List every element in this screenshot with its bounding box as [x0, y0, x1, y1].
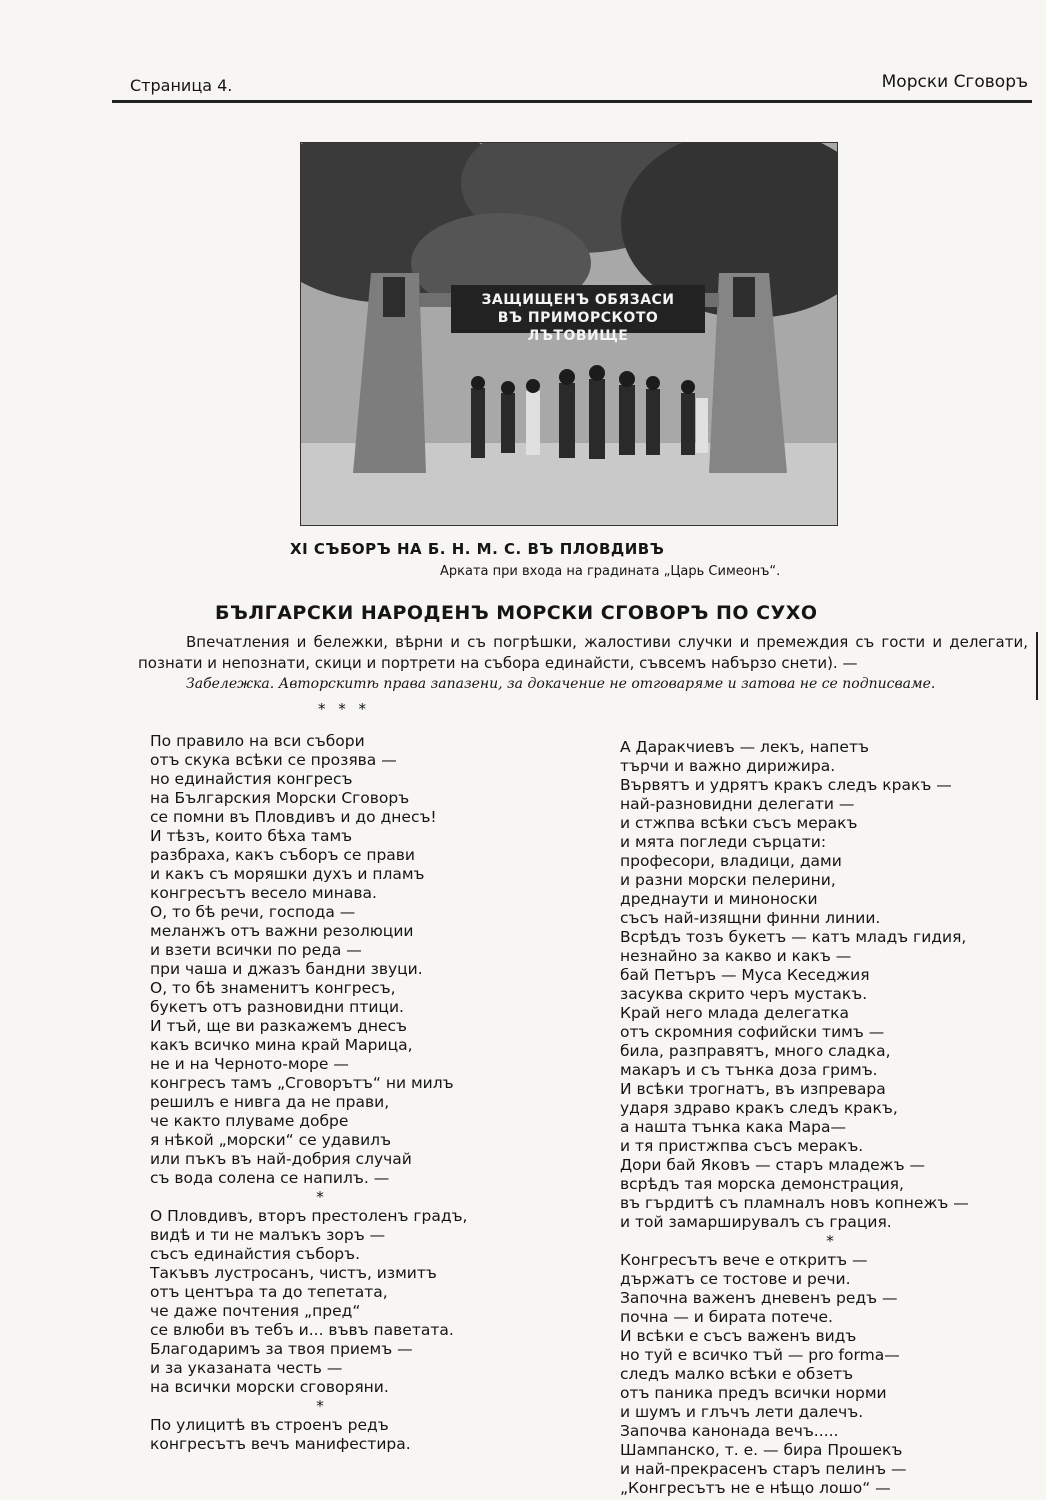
poem-line: следъ малко всѣки е обзетъ [620, 1365, 854, 1383]
poem-line: съсъ най-изящни финни линии. [620, 909, 881, 927]
poem-line: се влюби въ тебъ и... въвъ паветата. [150, 1321, 454, 1339]
poem-line: конгресътъ вечъ манифестира. [150, 1435, 411, 1453]
poem-line: По правило на вси събори [150, 732, 365, 750]
poem-line: държатъ се тостове и речи. [620, 1270, 851, 1288]
poem-line: дреднаути и миноноски [620, 890, 818, 908]
poem-line: всрѣдъ тая морска демонстрация, [620, 1175, 904, 1193]
poem-right-column [620, 738, 1040, 1498]
poem-line: я нѣкой „морски“ се удавилъ [150, 1131, 392, 1149]
poem-line: букетъ отъ разновидни птици. [150, 998, 404, 1016]
stanza-separator: * [316, 1397, 324, 1415]
poem-line: Вървятъ и удрятъ кракъ следъ кракъ — [620, 776, 952, 794]
poem-line: засуква скрито черъ мустакъ. [620, 985, 868, 1003]
poem-line: Започна важенъ дневенъ редъ — [620, 1289, 898, 1307]
poem-line: И тъй, ще ви разкажемъ днесъ [150, 1017, 407, 1035]
poem-line: на Българския Морски Сговоръ [150, 789, 410, 807]
poem-line: въ гърдитѣ съ пламналъ новъ копнежъ — [620, 1194, 969, 1212]
banner-line: ЗАЩИЩЕНЪ ОБЯЗАСИ [481, 292, 675, 308]
photo-caption-title: XI СЪБОРЪ НА Б. Н. М. С. ВЪ ПЛОВДИВЪ [290, 540, 665, 558]
poem-line: професори, владици, дами [620, 852, 842, 870]
poem-line: Шампанско, т. е. — бира Прошекъ [620, 1441, 903, 1459]
poem-line: съ вода солена се напилъ. — [150, 1169, 390, 1187]
stanza-separator: * [826, 1232, 834, 1250]
poem-line: И всѣки е съсъ важенъ видъ [620, 1327, 857, 1345]
poem-line: при чаша и джазъ бандни звуци. [150, 960, 423, 978]
poem-line: търчи и важно дирижира. [620, 757, 836, 775]
poem-line: Започва канонада вечъ..... [620, 1422, 839, 1440]
poem-line: и той замарширувалъ съ грация. [620, 1213, 892, 1231]
poem-line: конгресъ тамъ „Сговорътъ“ ни милъ [150, 1074, 454, 1092]
poem-line: Дори бай Яковъ — старъ младежъ — [620, 1156, 926, 1174]
poem-line: се помни въ Пловдивъ и до днесъ! [150, 808, 437, 826]
poem-line: отъ скука всѣки се прозява — [150, 751, 397, 769]
poem-line: меланжъ отъ важни резолюции [150, 922, 414, 940]
poem-line: бай Петъръ — Муса Кеседжия [620, 966, 870, 984]
poem-line: най-разновидни делегати — [620, 795, 855, 813]
page-number: Страница 4. [130, 76, 233, 95]
poem-line: И тѣзъ, които бѣха тамъ [150, 827, 353, 845]
poem-line: отъ паника предъ всички норми [620, 1384, 887, 1402]
page-header [112, 72, 1032, 103]
poem-line: видѣ и ти не малъкъ зоръ — [150, 1226, 386, 1244]
poem-line: но туй е всичко тъй — pro forma— [620, 1346, 900, 1364]
poem-line: съсъ единайстия съборъ. [150, 1245, 361, 1263]
poem-line: и мята погледи сърцати: [620, 833, 827, 851]
poem-line: на всички морски сговоряни. [150, 1378, 389, 1396]
poem-line: и най-прекрасенъ старъ пелинъ — [620, 1460, 907, 1478]
poem-line: почна — и бирата потече. [620, 1308, 833, 1326]
arch-banner [453, 291, 703, 345]
poem-line: О, то бѣ речи, господа — [150, 903, 356, 921]
poem-line: По улицитѣ въ строенъ редъ [150, 1416, 389, 1434]
poem-line: и взети всички по реда — [150, 941, 362, 959]
poem-line: ударя здраво кракъ следъ кракъ, [620, 1099, 898, 1117]
poem-line: „Конгресътъ не е нѣщо лошо“ — [620, 1479, 891, 1497]
poem-line: решилъ е нивга да не прави, [150, 1093, 390, 1111]
poem-line: незнайно за какво и какъ — [620, 947, 852, 965]
poem-line: А Даракчиевъ — лекъ, напетъ [620, 738, 869, 756]
poem-line: Всрѣдъ тозъ букетъ — катъ младъ гидия, [620, 928, 967, 946]
poem-line: конгресътъ весело минава. [150, 884, 377, 902]
poem-line: какъ всичко мина край Марица, [150, 1036, 413, 1054]
article-intro [138, 632, 1028, 695]
poem-line: и стжпва всѣки съсъ меракъ [620, 814, 858, 832]
intro-divider [1036, 632, 1038, 700]
poem-line: или пъкъ въ най-добрия случай [150, 1150, 412, 1168]
poem-line: Край него млада делегатка [620, 1004, 850, 1022]
poem-line: а нашта тънка кака Мара— [620, 1118, 846, 1136]
poem-line: И всѣки трогнатъ, въ изпревара [620, 1080, 886, 1098]
article-title: БЪЛГАРСКИ НАРОДЕНЪ МОРСКИ СГОВОРЪ ПО СУХО [215, 602, 818, 624]
poem-line: била, разправятъ, много сладка, [620, 1042, 891, 1060]
poem-line: че както плуваме добре [150, 1112, 349, 1130]
poem-line: и шумъ и глъчъ лети далечъ. [620, 1403, 864, 1421]
poem-line: и какъ съ моряшки духъ и пламъ [150, 865, 425, 883]
poem-line: О, то бѣ знаменитъ конгресъ, [150, 979, 396, 997]
poem-line: разбраха, какъ съборъ се прави [150, 846, 415, 864]
poem-left-column [150, 732, 490, 1454]
poem-line: не и на Черното-море — [150, 1055, 349, 1073]
poem-line: отъ скромния софийски тимъ — [620, 1023, 885, 1041]
poem-line: и разни морски пелерини, [620, 871, 836, 889]
poem-line: Такъвъ лустросанъ, чистъ, измитъ [150, 1264, 437, 1282]
poem-line: че даже почтения „пред“ [150, 1302, 361, 1320]
poem-line: и за указаната честь — [150, 1359, 343, 1377]
photo-caption-subtitle: Арката при входа на градината „Царь Симеонъ“. [440, 564, 781, 579]
poem-line: О Пловдивъ, вторъ престоленъ градъ, [150, 1207, 468, 1225]
arch-photo [300, 142, 838, 526]
poem-line: отъ центъра та до тепетата, [150, 1283, 388, 1301]
poem-line: макаръ и съ тънка доза гримъ. [620, 1061, 878, 1079]
poem-line: но единайстия конгресъ [150, 770, 353, 788]
poem-line: Благодаримъ за твоя приемъ — [150, 1340, 413, 1358]
banner-line: ВЪ ПРИМОРСКОТО ЛЪТОВИЩЕ [497, 310, 659, 344]
poem-line: Конгресътъ вече е откритъ — [620, 1251, 868, 1269]
section-stars: * * * [318, 700, 371, 718]
intro-note: Забележка. Авторскитѣ права запазени, за докачение не отговаряме и затова не се подписваме. [186, 676, 936, 692]
poem-line: и тя пристжпва съсъ меракъ. [620, 1137, 864, 1155]
stanza-separator: * [316, 1188, 324, 1206]
newspaper-name: Морски Сговоръ [881, 72, 1028, 92]
intro-text: Впечатления и бележки, вѣрни и съ погрѣшки, жалостиви случки и премеждия съ гости и делегати, познати и непознати, скици и портрети на събора единайсти, съвсемъ набързо снети). — [138, 633, 1028, 672]
